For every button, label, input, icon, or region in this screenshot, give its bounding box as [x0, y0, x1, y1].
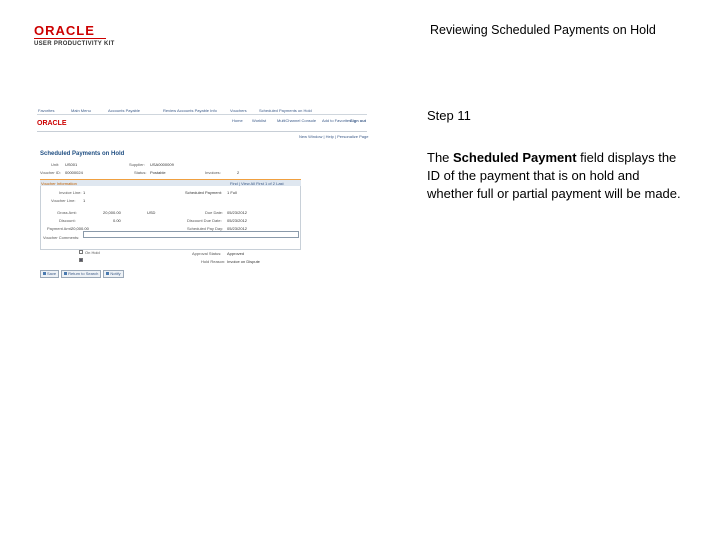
- voucher-info-panel: [40, 186, 301, 250]
- unit-value: US001: [65, 162, 78, 167]
- discount-due-date-value: 05/23/2012: [227, 218, 248, 223]
- page-toolbar: [40, 270, 126, 278]
- notify-icon: [106, 272, 109, 275]
- hold-reason-value: Invoice on Dispute: [227, 259, 260, 264]
- logo-tagline: USER PRODUCTIVITY KIT: [34, 41, 115, 47]
- voucher-info-header: [40, 179, 301, 186]
- oracle-upk-logo: [34, 24, 124, 47]
- application-screenshot: [37, 104, 367, 282]
- unit-label: Unit:: [51, 162, 60, 167]
- on-hold-checkbox[interactable]: [79, 250, 83, 254]
- on-hold-label: On Hold: [85, 250, 100, 255]
- voucher-comments-field[interactable]: [83, 231, 299, 238]
- voucher-line-value: 1: [83, 198, 86, 203]
- invoices-label: Invoices:: [205, 170, 221, 175]
- return-icon: [64, 272, 67, 275]
- status-value: Postable: [150, 170, 166, 175]
- document-title: Reviewing Scheduled Payments on Hold: [430, 23, 656, 37]
- due-date-label: Due Date:: [205, 210, 224, 215]
- hold-reason-label: Hold Reason:: [201, 259, 226, 264]
- header-divider: [37, 131, 367, 132]
- notify-button-label: Notify: [110, 271, 121, 276]
- invoice-line-value: 1: [83, 190, 86, 195]
- breadcrumb-favorites[interactable]: Favorites: [38, 108, 55, 113]
- payment-amount-label: Payment Amt:: [47, 226, 72, 231]
- desc-pre: The: [427, 150, 454, 165]
- save-button-label: Save: [47, 271, 57, 276]
- app-oracle-logo: ORACLE: [37, 120, 67, 127]
- scheduled-payment-label: Scheduled Payment:: [185, 190, 222, 195]
- return-to-search-label: Return to Search: [68, 271, 99, 276]
- nav-worklist[interactable]: Worklist: [252, 118, 267, 123]
- nav-multichannel[interactable]: MultiChannel Console: [277, 118, 317, 123]
- breadcrumb-accounts-payable[interactable]: Accounts Payable: [108, 108, 141, 113]
- nav-home[interactable]: Home: [232, 118, 243, 123]
- logo-rule: [34, 38, 106, 39]
- save-icon: [43, 272, 46, 275]
- hold-reason-checkbox[interactable]: [79, 258, 83, 262]
- notify-button[interactable]: [103, 270, 123, 278]
- invoice-line-label: Invoice Line:: [59, 190, 82, 195]
- invoices-value: 2: [237, 170, 240, 175]
- nav-sign-out[interactable]: Sign out: [350, 118, 366, 123]
- payment-amount-value: 20,000.00: [71, 226, 89, 231]
- breadcrumb-vouchers[interactable]: Vouchers: [230, 108, 247, 113]
- breadcrumb: [37, 106, 367, 115]
- scheduled-payment-value: 1 Full: [227, 190, 237, 195]
- voucher-info-title: Voucher Information: [41, 181, 77, 186]
- voucher-line-label: Voucher Line:: [51, 198, 76, 203]
- approval-status-label: Approval Status:: [192, 251, 222, 256]
- step-number: Step 11: [427, 108, 471, 123]
- approval-status-value: Approved: [227, 251, 245, 256]
- window-links[interactable]: New Window | Help | Personalize Page: [299, 134, 369, 139]
- voucher-info-nav[interactable]: Find | View All First 1 of 2 Last: [230, 181, 284, 186]
- breadcrumb-scheduled-payments[interactable]: Scheduled Payments on Hold: [259, 108, 312, 113]
- scheduled-pay-day-value: 05/23/2012: [227, 226, 248, 231]
- gross-currency: USD: [147, 210, 156, 215]
- desc-post: field displays the ID of the payment that is on hold and whether full or partial payment will be made.: [427, 150, 681, 201]
- gross-amount-label: Gross Amt:: [57, 210, 77, 215]
- discount-label: Discount:: [59, 218, 76, 223]
- due-date-value: 05/23/2012: [227, 210, 248, 215]
- page-title: Scheduled Payments on Hold: [40, 151, 125, 157]
- save-button[interactable]: [40, 270, 59, 278]
- logo-brand: ORACLE: [34, 23, 95, 38]
- breadcrumb-main-menu[interactable]: Main Menu: [71, 108, 91, 113]
- nav-favorites[interactable]: Add to Favorites: [322, 118, 352, 123]
- supplier-value: USA0000009: [150, 162, 174, 167]
- voucher-id-value: 00000024: [65, 170, 83, 175]
- supplier-label: Supplier:: [129, 162, 145, 167]
- voucher-comments-label: Voucher Comments:: [43, 235, 80, 240]
- return-to-search-button[interactable]: [61, 270, 101, 278]
- voucher-id-label: Voucher ID:: [40, 170, 61, 175]
- gross-amount-value: 20,000.00: [103, 210, 121, 215]
- step-description: [427, 149, 689, 203]
- discount-value: 0.00: [113, 218, 121, 223]
- discount-due-date-label: Discount Due Date:: [187, 218, 222, 223]
- status-label: Status:: [134, 170, 147, 175]
- breadcrumb-review-ap-info[interactable]: Review Accounts Payable Info: [163, 108, 217, 113]
- desc-field-name: Scheduled Payment: [453, 150, 577, 165]
- scheduled-pay-day-label: Scheduled Pay Day:: [187, 226, 224, 231]
